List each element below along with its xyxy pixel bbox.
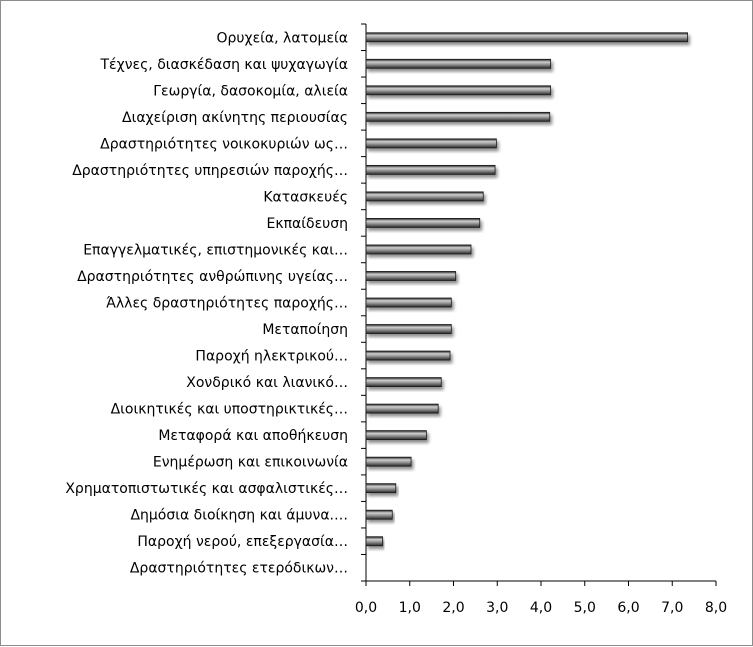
bar (366, 245, 471, 254)
category-label: Δραστηριότητες νοικοκυριών ως… (100, 136, 348, 153)
bar (366, 59, 551, 68)
x-tick-label: 7,0 (661, 600, 684, 616)
x-tick-label: 1,0 (398, 600, 421, 616)
bar (366, 325, 451, 334)
category-label: Επαγγελματικές, επιστημονικές και… (83, 242, 348, 259)
category-label: Μεταφορά και αποθήκευση (158, 428, 348, 445)
bar (366, 510, 392, 519)
x-tick-label: 2,0 (442, 600, 465, 616)
x-tick-label: 0,0 (354, 600, 378, 616)
category-label: Άλλες δραστηριότητες παροχής… (106, 295, 348, 312)
bar (366, 484, 396, 493)
bar (366, 537, 383, 546)
x-tick-label: 5,0 (573, 600, 596, 616)
bar (366, 33, 688, 42)
category-label: Διοικητικές και υποστηρικτικές… (110, 401, 348, 418)
x-tick-label: 6,0 (617, 600, 640, 616)
category-label: Παροχή νερού, επεξεργασία… (137, 534, 348, 551)
category-label: Χονδρικό και λιανικό… (186, 375, 348, 392)
category-label: Εκπαίδευση (266, 215, 348, 232)
bar (366, 139, 496, 148)
bar (366, 404, 438, 413)
x-tick-label: 4,0 (529, 600, 553, 616)
bar (366, 351, 450, 360)
x-tick-label: 8,0 (704, 600, 728, 616)
category-label: Δραστηριότητες υπηρεσιών παροχής… (72, 162, 348, 179)
bar (366, 457, 411, 466)
category-label: Δημόσια διοίκηση και άμυνα.… (130, 507, 348, 524)
bar (366, 112, 550, 121)
category-label: Τέχνες, διασκέδαση και ψυχαγωγία (100, 56, 348, 73)
category-label: Γεωργία, δασοκομία, αλιεία (153, 83, 348, 100)
bar (366, 378, 441, 387)
bar (366, 218, 480, 227)
bar (366, 298, 451, 307)
bar (366, 165, 495, 174)
category-label: Μεταποίηση (262, 322, 348, 339)
x-tick-label: 3,0 (486, 600, 509, 616)
bar (366, 86, 551, 95)
category-label: Παροχή ηλεκτρικού… (195, 348, 348, 365)
bar-chart (1, 1, 753, 647)
bar (366, 271, 456, 280)
category-label: Δραστηριότητες ετερόδικων… (129, 560, 348, 577)
category-label: Ενημέρωση και επικοινωνία (152, 454, 348, 471)
category-label: Διαχείριση ακίνητης περιουσίας (122, 109, 348, 126)
category-label: Δραστηριότητες ανθρώπινης υγείας… (77, 268, 348, 285)
bar (366, 192, 483, 201)
category-label: Χρηματοπιστωτικές και ασφαλιστικές… (65, 481, 348, 498)
bar (366, 431, 426, 440)
category-label: Ορυχεία, λατομεία (216, 30, 348, 47)
category-label: Κατασκευές (263, 189, 348, 206)
